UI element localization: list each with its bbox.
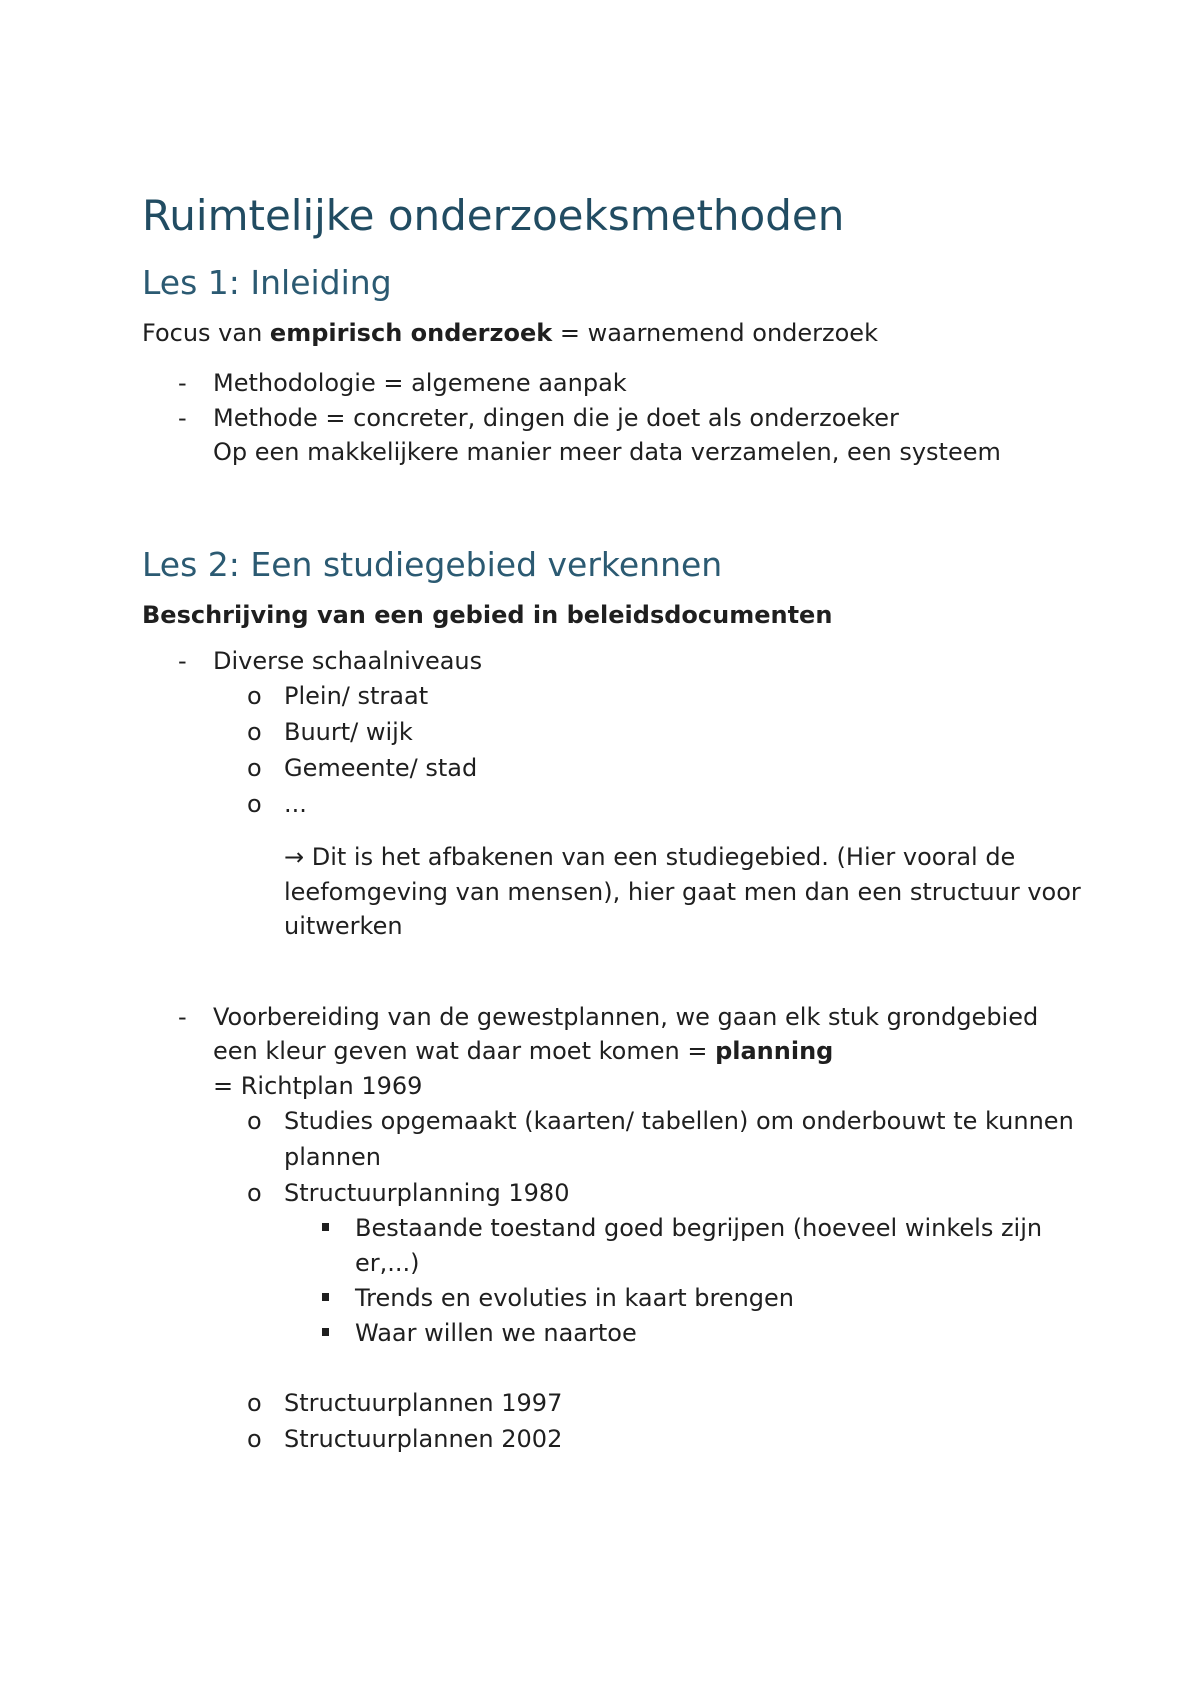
sub-list-item-text: Structuurplanning 1980: [284, 1179, 570, 1207]
square-bullet-icon: [322, 1328, 329, 1336]
sub-list-item: [142, 1421, 1082, 1457]
circle-marker: o: [247, 754, 262, 782]
sub-list-item-text: Structuurplannen 1997: [284, 1389, 563, 1417]
dash-marker: -: [178, 646, 187, 675]
sub-list-item-text: Structuurplannen 2002: [284, 1425, 563, 1453]
dash-marker: -: [178, 369, 187, 397]
sub-sub-list-item-text: Trends en evoluties in kaart brengen: [355, 1284, 794, 1312]
list-item-continuation: Op een makkelijkere manier meer data verzamelen, een systeem: [213, 438, 1001, 466]
circle-marker: o: [247, 1107, 262, 1135]
circle-marker: o: [247, 1389, 262, 1417]
sub-list-item: [142, 786, 1082, 822]
sub-list-item-text: Buurt/ wijk: [284, 718, 413, 746]
sub-list-item: [142, 1385, 1082, 1421]
dash-marker: -: [178, 403, 187, 432]
focus-suffix: = waarnemend onderzoek: [552, 319, 878, 347]
list-item: [142, 401, 1082, 470]
sub-sub-list-item: [142, 1281, 1082, 1316]
focus-bold-term: empirisch onderzoek: [269, 319, 553, 347]
list-item-text: Voorbereiding van de gewestplannen, we gaan elk stuk grondgebied: [213, 1002, 1039, 1031]
document-page: [142, 190, 1082, 1457]
sub-list-item: [142, 750, 1082, 786]
list-item-text: Diverse schaalniveaus: [213, 646, 483, 675]
list-item-continuation-prefix: een kleur geven wat daar moet komen =: [213, 1037, 716, 1065]
sub-list-item-text: ...: [284, 790, 307, 818]
document-title: Ruimtelijke onderzoeksmethoden: [142, 191, 845, 240]
sub-list-item: [142, 714, 1082, 750]
sub-sub-list-item: [142, 1316, 1082, 1351]
heading-les1: Les 1: Inleiding: [142, 263, 392, 302]
subheading-beleidsdocumenten: Beschrijving van een gebied in beleidsdocumenten: [142, 600, 833, 629]
circle-marker: o: [247, 682, 262, 710]
sub-list-item-text: Plein/ straat: [284, 682, 429, 710]
focus-prefix: Focus van: [142, 319, 270, 347]
sub-sub-list-item: [142, 1211, 1082, 1281]
list-item-text: Methodologie = algemene aanpak: [213, 369, 627, 397]
list-item: [142, 644, 1082, 679]
list-item-continuation: [213, 1034, 1082, 1069]
sub-list-item: [142, 1175, 1082, 1211]
sub-sub-list-item-text: Waar willen we naartoe: [355, 1319, 637, 1347]
focus-paragraph: [142, 316, 1082, 350]
circle-marker: o: [247, 718, 262, 746]
list-item: [142, 366, 1082, 401]
circle-marker: o: [247, 790, 262, 818]
square-bullet-icon: [322, 1293, 329, 1301]
sub-list-item-text: Gemeente/ stad: [284, 754, 478, 782]
list-item: [142, 1000, 1082, 1104]
sub-list-item: [142, 1103, 1082, 1175]
dash-marker: -: [178, 1002, 187, 1031]
heading-les2: Les 2: Een studiegebied verkennen: [142, 544, 723, 584]
arrow-note: [142, 840, 1082, 944]
sub-list-item-text: Studies opgemaakt (kaarten/ tabellen) om onderbouwt te kunnen plannen: [284, 1107, 1074, 1171]
circle-marker: o: [247, 1179, 262, 1207]
sub-sub-list-item-text: Bestaande toestand goed begrijpen (hoeveel winkels zijn er,...): [355, 1214, 1043, 1277]
sub-list-item: [142, 678, 1082, 714]
square-bullet-icon: [322, 1223, 329, 1231]
list-item-text: Methode = concreter, dingen die je doet als onderzoeker: [213, 403, 899, 432]
list-item-continuation: = Richtplan 1969: [213, 1071, 423, 1100]
arrow-note-text: → Dit is het afbakenen van een studiegebied. (Hier vooral de leefomgeving van mensen), hier gaat men dan een structuur voor uitwerken: [284, 843, 1081, 940]
circle-marker: o: [247, 1425, 262, 1453]
planning-bold-term: planning: [715, 1037, 834, 1065]
